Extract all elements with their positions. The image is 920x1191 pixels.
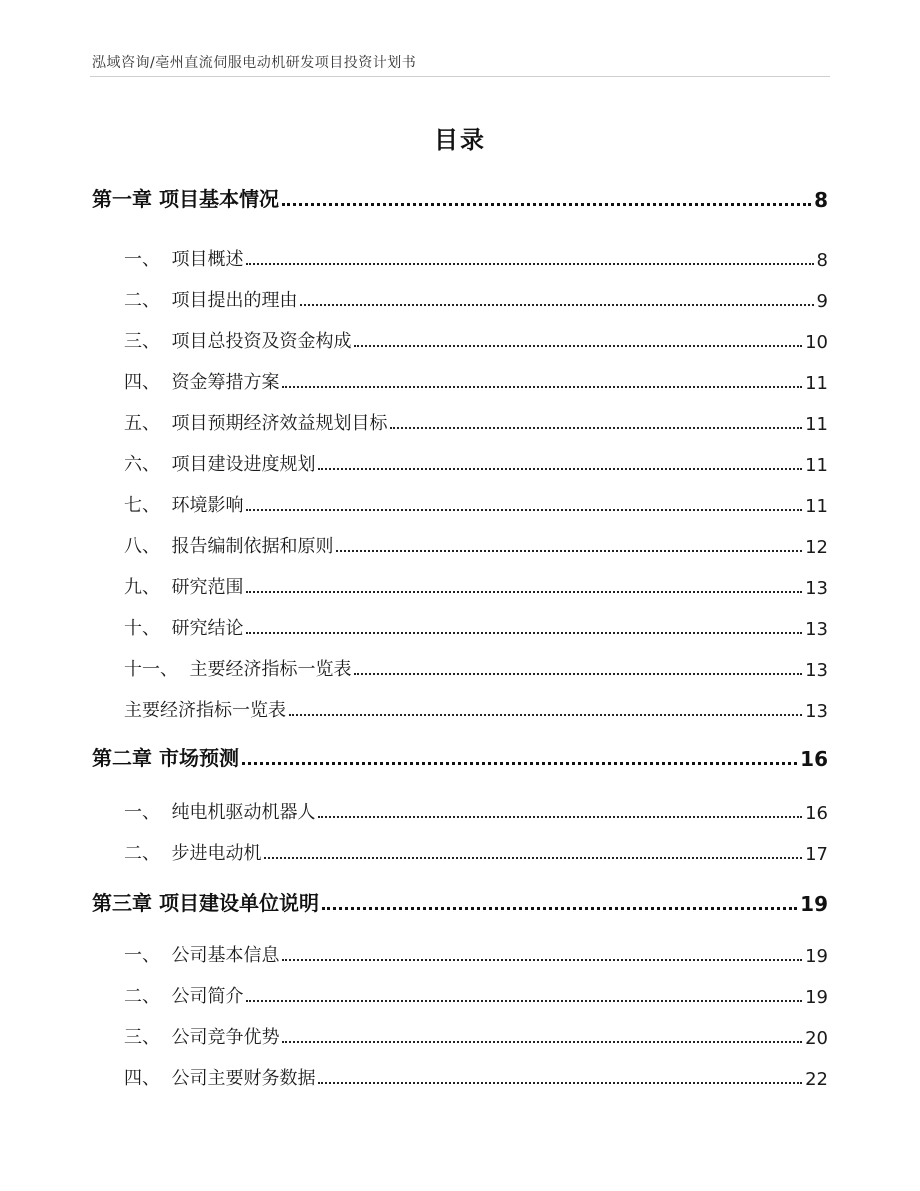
toc-section[interactable] <box>0 323 920 353</box>
dot-leader <box>246 509 802 511</box>
toc-page-number: 19 <box>805 987 828 1008</box>
toc-page-number: 13 <box>805 619 828 640</box>
toc-section[interactable] <box>0 528 920 558</box>
dot-leader <box>390 427 802 429</box>
dot-leader <box>318 468 802 470</box>
toc-section[interactable] <box>0 835 920 865</box>
toc-page-number: 13 <box>805 578 828 599</box>
dot-leader <box>264 857 802 859</box>
toc-page-number: 20 <box>805 1028 828 1049</box>
dot-leader <box>246 263 813 265</box>
toc-entry-label: 主要经济指标一览表 <box>124 700 286 721</box>
toc-entry-label: 第三章 项目建设单位说明 <box>92 891 319 915</box>
toc-entry-label: 十一、 主要经济指标一览表 <box>124 659 352 680</box>
toc-page-number: 16 <box>800 747 828 771</box>
dot-leader <box>354 345 802 347</box>
toc-section[interactable] <box>0 569 920 599</box>
toc-section[interactable] <box>0 446 920 476</box>
toc-entry-label: 一、 公司基本信息 <box>124 945 280 966</box>
toc-section[interactable] <box>0 487 920 517</box>
toc-section[interactable] <box>0 405 920 435</box>
toc-chapter-2[interactable] <box>0 741 920 771</box>
toc-section[interactable] <box>0 241 920 271</box>
toc-entry-label: 二、 步进电动机 <box>124 843 262 864</box>
dot-leader <box>282 959 802 961</box>
dot-leader <box>318 1082 802 1084</box>
toc-page-number: 8 <box>814 188 828 212</box>
toc-chapter-1[interactable] <box>0 182 920 212</box>
toc-page-number: 11 <box>805 496 828 517</box>
dot-leader <box>322 907 797 910</box>
dot-leader <box>336 550 802 552</box>
dot-leader <box>282 203 811 206</box>
toc-section[interactable] <box>0 364 920 394</box>
toc-chapter-3[interactable] <box>0 886 920 916</box>
toc-section[interactable] <box>0 937 920 967</box>
toc-page-number: 16 <box>805 803 828 824</box>
dot-leader <box>318 816 802 818</box>
toc-page-number: 8 <box>816 250 828 271</box>
toc-page-number: 11 <box>805 414 828 435</box>
toc-title: 目录 <box>434 126 486 154</box>
toc-entry-label: 二、 项目提出的理由 <box>124 290 298 311</box>
dot-leader <box>242 762 797 765</box>
dot-leader <box>282 1041 802 1043</box>
toc-page-number: 19 <box>800 892 828 916</box>
toc-section[interactable] <box>0 1060 920 1090</box>
toc-section[interactable] <box>0 978 920 1008</box>
toc-page-number: 17 <box>805 844 828 865</box>
toc-section[interactable] <box>0 610 920 640</box>
toc-page-number: 10 <box>805 332 828 353</box>
toc-entry-label: 三、 项目总投资及资金构成 <box>124 331 352 352</box>
toc-page-number: 9 <box>816 291 828 312</box>
toc-entry-label: 二、 公司简介 <box>124 986 244 1007</box>
toc-entry-label: 十、 研究结论 <box>124 618 244 639</box>
toc-entry-label: 一、 项目概述 <box>124 249 244 270</box>
dot-leader <box>354 673 802 675</box>
toc-section[interactable] <box>0 692 920 722</box>
toc-section[interactable] <box>0 794 920 824</box>
toc-entry-label: 四、 资金筹措方案 <box>124 372 280 393</box>
toc-page-number: 19 <box>805 946 828 967</box>
dot-leader <box>246 591 802 593</box>
toc-section[interactable] <box>0 282 920 312</box>
toc-page-number: 13 <box>805 701 828 722</box>
dot-leader <box>289 714 802 716</box>
running-header: 泓域咨询/亳州直流伺服电动机研发项目投资计划书 <box>92 55 417 71</box>
toc-entry-label: 三、 公司竞争优势 <box>124 1027 280 1048</box>
toc-entry-label: 第二章 市场预测 <box>92 746 239 770</box>
toc-page-number: 13 <box>805 660 828 681</box>
toc-entry-label: 六、 项目建设进度规划 <box>124 454 316 475</box>
toc-entry-label: 五、 项目预期经济效益规划目标 <box>124 413 388 434</box>
toc-entry-label: 四、 公司主要财务数据 <box>124 1068 316 1089</box>
dot-leader <box>246 1000 802 1002</box>
toc-entry-label: 八、 报告编制依据和原则 <box>124 536 334 557</box>
toc-page-number: 11 <box>805 455 828 476</box>
toc-entry-label: 第一章 项目基本情况 <box>92 187 279 211</box>
dot-leader <box>246 632 802 634</box>
toc-page-number: 22 <box>805 1069 828 1090</box>
toc-entry-label: 七、 环境影响 <box>124 495 244 516</box>
toc-entry-label: 九、 研究范围 <box>124 577 244 598</box>
toc-section[interactable] <box>0 651 920 681</box>
toc-page-number: 11 <box>805 373 828 394</box>
dot-leader <box>282 386 802 388</box>
dot-leader <box>300 304 813 306</box>
toc-entry-label: 一、 纯电机驱动机器人 <box>124 802 316 823</box>
toc-page-number: 12 <box>805 537 828 558</box>
toc-section[interactable] <box>0 1019 920 1049</box>
